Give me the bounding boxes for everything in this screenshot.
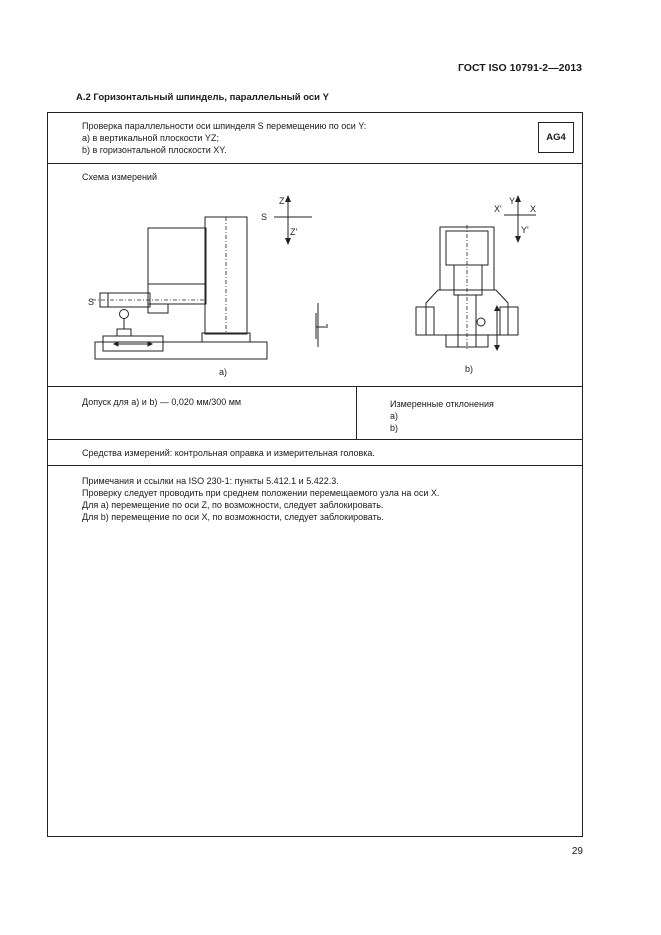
instruments-text: Средства измерений: контрольная оправка и измерительная головка. [82,448,375,458]
arrow-left-icon [114,342,118,346]
divider [48,439,582,440]
check-description [82,120,366,156]
measured-b: b) [390,423,399,433]
dial-indicator [120,310,129,319]
axis-cross-b [492,193,552,249]
label-x-neg: X' [494,204,502,214]
check-table [47,112,583,837]
label-spindle-s: S [88,297,95,307]
headstock-lower [148,284,206,304]
check-line: Проверка параллельности оси шпинделя S перемещению по оси Y: [82,121,367,131]
section-title: А.2 Горизонтальный шпиндель, параллельный оси Y [76,92,329,103]
spindle-nose [148,304,168,313]
note-line: Для b) перемещение по оси X, по возможности, следует заблокировать. [82,512,384,522]
tolerance-text: Допуск для a) и b) — 0,020 мм/300 мм [82,397,242,407]
arrow-right-icon [148,342,152,346]
table-left [416,307,434,335]
figure-a-caption: a) [219,367,228,377]
divider [356,386,357,439]
notes [82,475,439,523]
label-y-neg: Y' [521,225,529,235]
arrow-down-icon [285,238,291,245]
axis-cross-a [258,193,328,253]
divider [48,465,582,466]
table-right [500,307,518,335]
divider [48,386,582,387]
measured-title: Измеренные отклонения [390,399,494,409]
label-z: Z [279,196,285,206]
page-number: 29 [571,846,583,857]
dial-indicator-b [477,318,485,326]
label-s-axis: S [261,212,268,222]
arrow-down-icon [515,236,521,243]
measured-deviations [390,398,494,434]
check-line: a) в вертикальной плоскости YZ; [82,133,219,143]
arrow-down-icon [494,345,500,351]
note-line: Примечания и ссылки на ISO 230-1: пункты 5.412.1 и 5.422.3. [82,476,339,486]
headstock [148,228,206,284]
arrow-up-icon [494,305,500,311]
arrow-up-icon [515,195,521,202]
check-line: b) в горизонтальной плоскости XY. [82,145,227,155]
arrow-up-icon [285,195,291,202]
measured-a: a) [390,411,399,421]
label-x: X [530,204,537,214]
label-y: Y [509,196,516,206]
standard-number: ГОСТ ISO 10791-2—2013 [457,62,582,74]
divider [48,163,582,164]
indicator-stand [117,329,131,336]
figure-b-caption: b) [465,364,474,374]
label-z-neg: Z' [290,227,298,237]
check-code-badge: AG4 [538,122,574,153]
note-line: Для a) перемещение по оси Z, по возможности, следует заблокировать. [82,500,384,510]
note-line: Проверку следует проводить при среднем положении перемещаемого узла на оси X. [82,488,440,498]
scheme-title: Схема измерений [82,172,157,182]
